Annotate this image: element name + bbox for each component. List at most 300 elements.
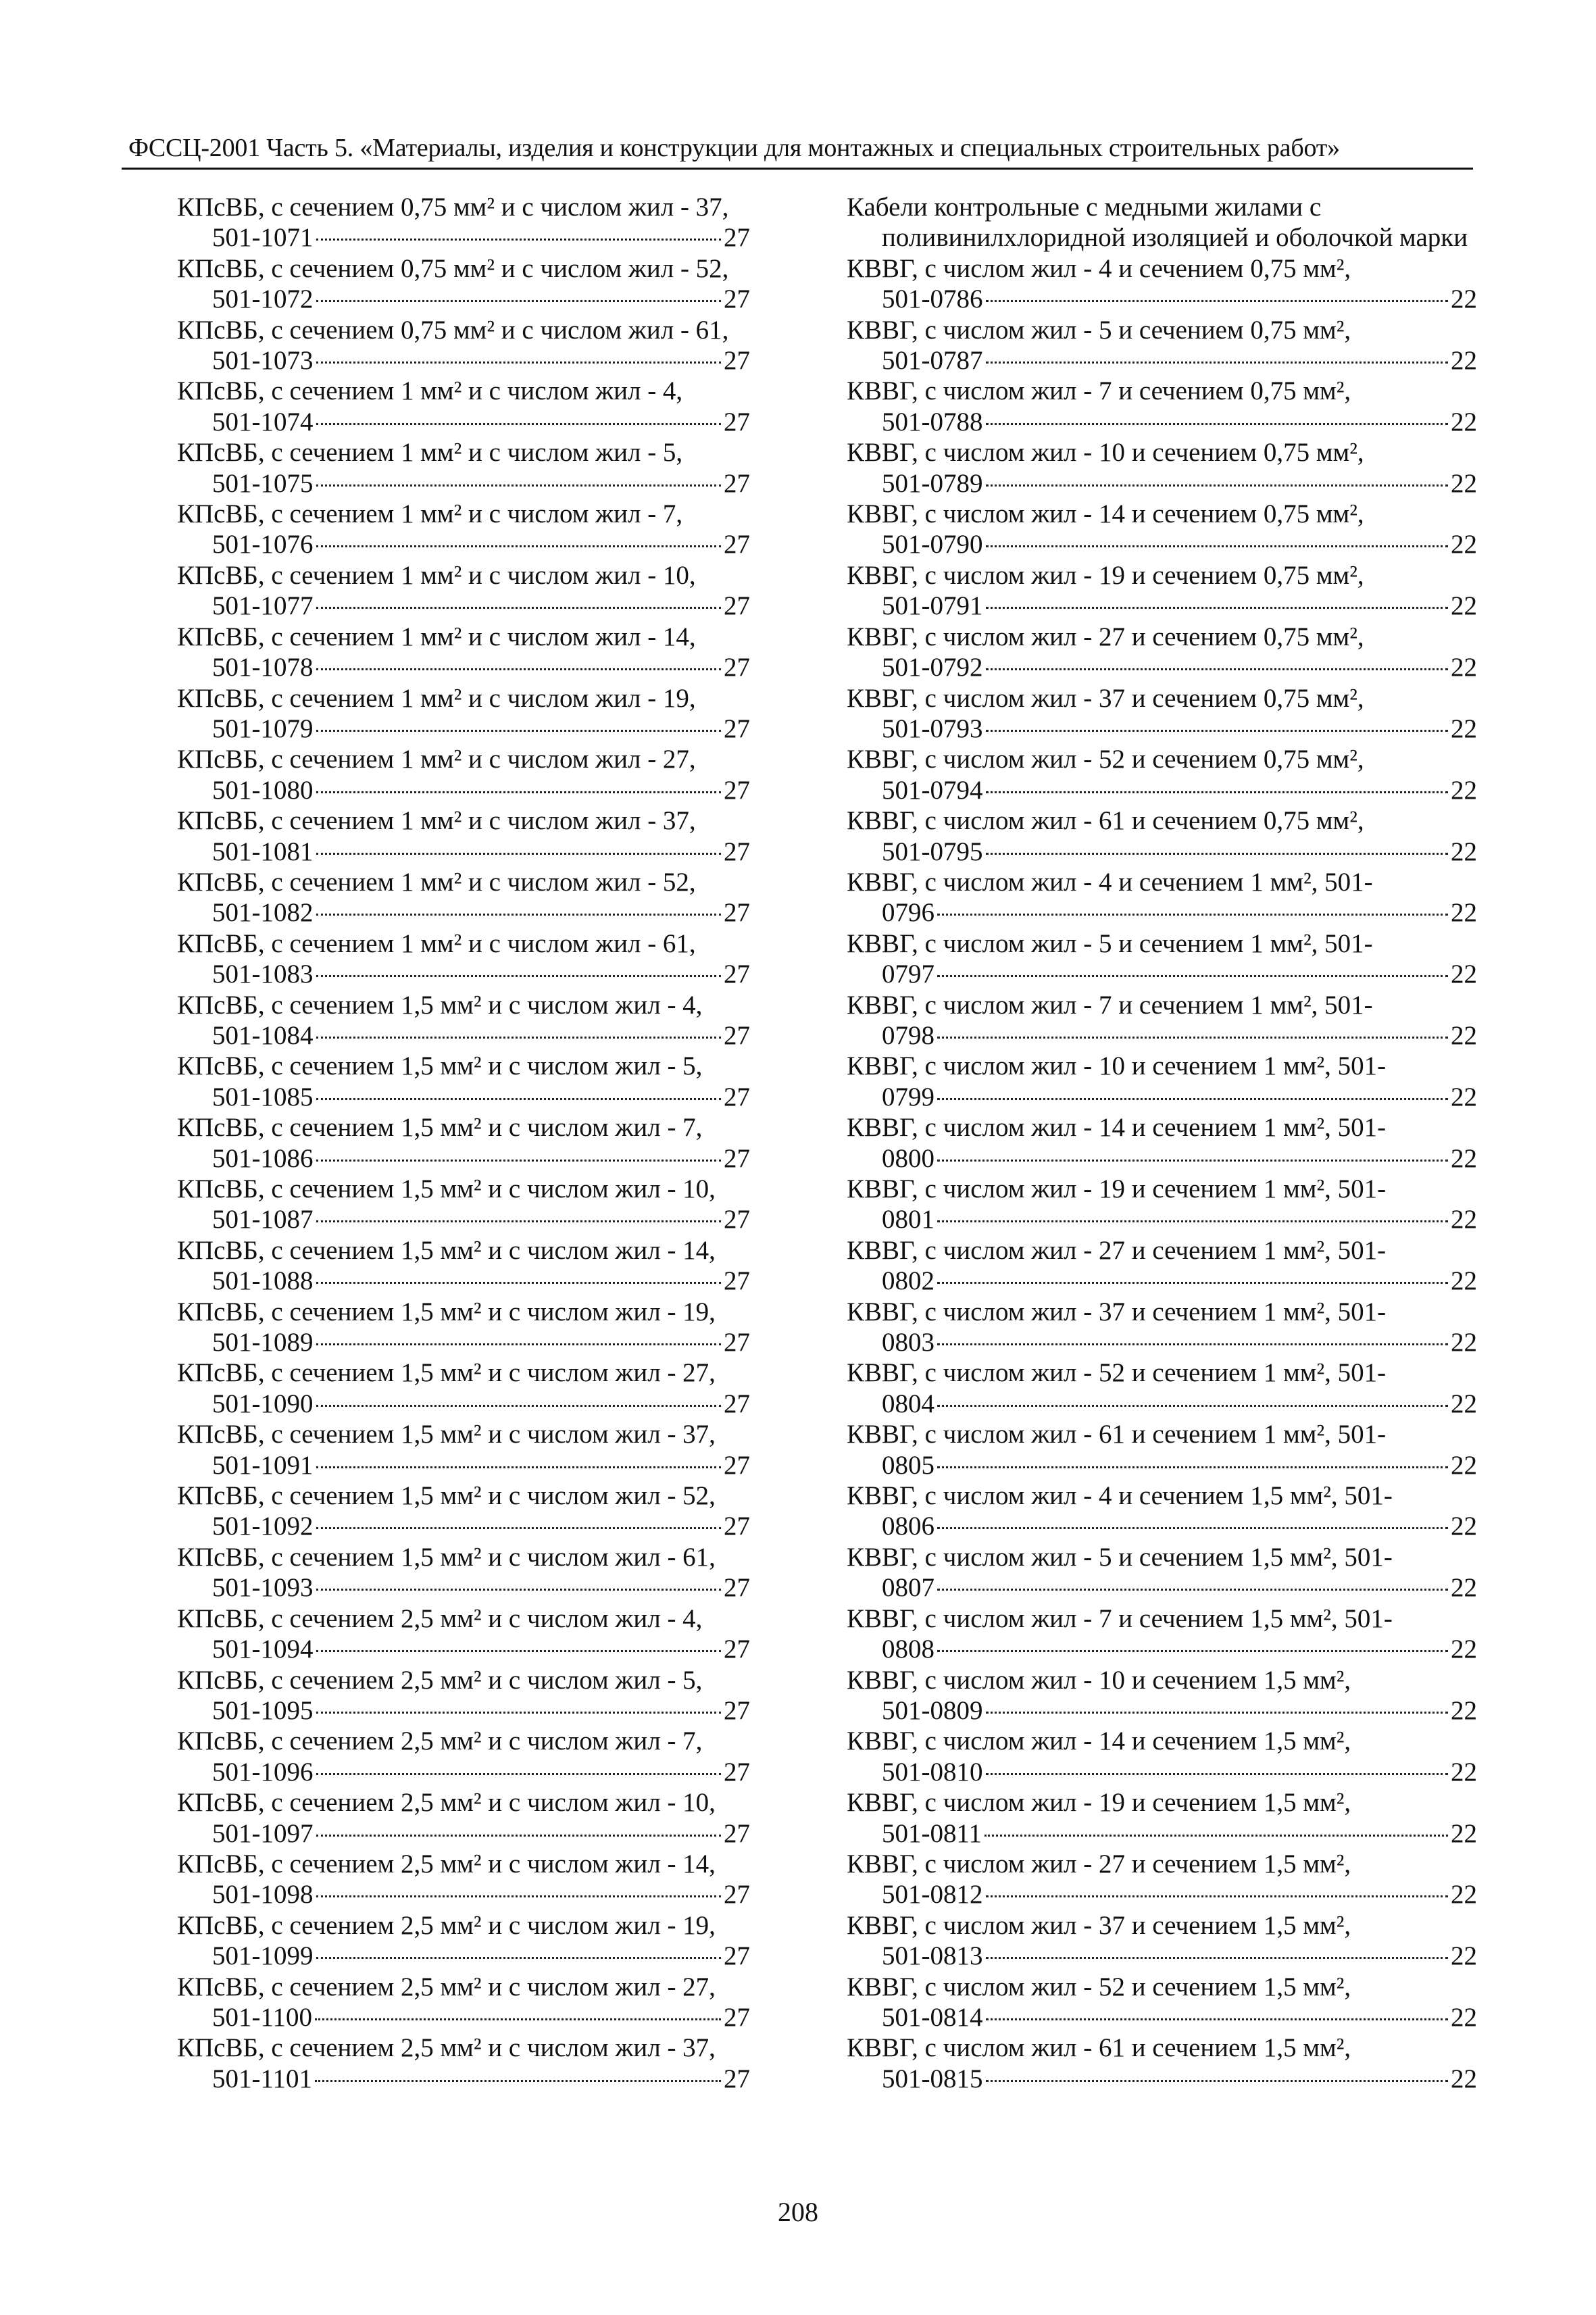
entry-page: 27 (724, 530, 750, 559)
entry-description: КВВГ, с числом жил - 52 и сечением 0,75 мм², (847, 745, 1364, 774)
entry-reference-line (847, 1082, 1477, 1112)
entry-reference-line (847, 468, 1477, 499)
entry-code: 501-0789 (882, 468, 983, 498)
entry-reference-line (177, 1266, 750, 1296)
entry-code: 501-1100 (212, 2002, 313, 2032)
index-entry (847, 1051, 1477, 1112)
entry-page: 27 (724, 837, 750, 866)
index-entry (177, 805, 750, 867)
entry-reference-line (847, 775, 1477, 805)
index-entry (847, 1910, 1477, 1972)
entry-page: 27 (724, 898, 750, 928)
entry-reference-line (177, 1204, 750, 1235)
entry-reference-line (847, 284, 1477, 314)
index-entry (177, 990, 750, 1051)
entry-page: 27 (724, 1450, 750, 1480)
entry-reference-line (847, 1327, 1477, 1358)
page-header: ФССЦ-2001 Часть 5. «Материалы, изделия и конструкции для монтажных и специальных строительных работ» (128, 134, 1340, 162)
dot-leader (316, 1895, 722, 1897)
entry-code: 501-1079 (212, 714, 314, 743)
entry-code: 501-1082 (212, 898, 314, 928)
index-entry (847, 1972, 1477, 2033)
entry-description: КПсВБ, с сечением 1 мм² и с числом жил - 27, (177, 745, 696, 774)
entry-page: 22 (1451, 1941, 1477, 1971)
entry-description: КПсВБ, с сечением 1 мм² и с числом жил - 10, (177, 560, 696, 590)
entry-reference-line (177, 837, 750, 867)
index-entry (177, 253, 750, 315)
dot-leader (316, 607, 722, 609)
entry-code: 501-1095 (212, 1695, 314, 1725)
entry-description: КВВГ, с числом жил - 4 и сечением 0,75 мм², (847, 253, 1351, 283)
dot-leader (937, 1220, 1448, 1222)
index-entry (847, 1665, 1477, 1726)
entry-code: 501-1072 (212, 284, 314, 314)
index-entry (177, 1480, 750, 1542)
entry-reference-line (177, 1572, 750, 1603)
entry-code: 501-1098 (212, 1880, 314, 1910)
entry-page: 22 (1451, 653, 1477, 682)
index-entry (847, 1480, 1477, 1542)
entry-page: 27 (724, 653, 750, 682)
entry-page: 27 (724, 346, 750, 376)
entry-description: КПсВБ, с сечением 1 мм² и с числом жил - 37, (177, 806, 696, 836)
index-entry (847, 1112, 1477, 1174)
entry-code: 0796 (882, 898, 934, 928)
entry-reference-line (177, 714, 750, 744)
entry-description: КВВГ, с числом жил - 61 и сечением 1,5 мм², (847, 2033, 1351, 2063)
entry-page: 27 (724, 714, 750, 743)
entry-description: КВВГ, с числом жил - 19 и сечением 1 мм², 501- (847, 1174, 1387, 1203)
entry-description: КВВГ, с числом жил - 10 и сечением 0,75 мм², (847, 438, 1364, 468)
dot-leader (316, 730, 722, 732)
index-entry (847, 805, 1477, 867)
dot-leader (986, 2080, 1449, 2082)
index-entry (177, 499, 750, 560)
entry-code: 501-1088 (212, 1266, 314, 1296)
entry-code: 501-1077 (212, 591, 314, 621)
dot-leader (986, 545, 1449, 547)
index-entry (847, 1358, 1477, 1419)
entry-page: 22 (1451, 1020, 1477, 1050)
entry-page: 22 (1451, 714, 1477, 743)
entry-page: 22 (1451, 1082, 1477, 1112)
entry-reference-line (847, 1818, 1477, 1849)
entry-reference-line (847, 1941, 1477, 1971)
entry-reference-line (847, 1266, 1477, 1296)
entry-description: КПсВБ, с сечением 2,5 мм² и с числом жил - 14, (177, 1849, 716, 1878)
index-entry (847, 683, 1477, 745)
index-entry (177, 2033, 750, 2094)
entry-code: 501-0815 (882, 2064, 983, 2093)
dot-leader (316, 1282, 722, 1284)
dot-leader (315, 2080, 721, 2082)
entry-description: КВВГ, с числом жил - 61 и сечением 1 мм², 501- (847, 1420, 1387, 1449)
index-entry (177, 1235, 750, 1297)
index-entry (847, 622, 1477, 683)
entry-code: 501-0813 (882, 1941, 983, 1971)
dot-leader (986, 791, 1449, 793)
entry-reference-line (177, 1695, 750, 1726)
entry-page: 22 (1451, 284, 1477, 314)
entry-code: 501-1071 (212, 223, 314, 253)
dot-leader (316, 1957, 722, 1959)
dot-leader (316, 975, 722, 977)
entry-description: КВВГ, с числом жил - 52 и сечением 1,5 мм², (847, 1972, 1351, 2001)
entry-description: КВВГ, с числом жил - 4 и сечением 1,5 мм², 501- (847, 1481, 1393, 1511)
entry-description: КВВГ, с числом жил - 4 и сечением 1 мм², 501- (847, 867, 1373, 897)
entry-description: КВВГ, с числом жил - 61 и сечением 0,75 мм², (847, 806, 1364, 836)
entry-description: КПсВБ, с сечением 0,75 мм² и с числом жил - 52, (177, 253, 729, 283)
index-entry (177, 867, 750, 928)
entry-page: 27 (724, 407, 750, 437)
entry-page: 22 (1451, 1818, 1477, 1848)
entry-code: 501-0793 (882, 714, 983, 743)
page-number: 208 (778, 2197, 818, 2227)
entry-page: 27 (724, 1880, 750, 1910)
dot-leader (937, 1160, 1448, 1162)
entry-reference-line (177, 222, 750, 253)
dot-leader (986, 362, 1449, 364)
index-entry (177, 1419, 750, 1480)
section-heading-line: поливинилхлоридной изоляцией и оболочкой марки (882, 223, 1468, 253)
entry-reference-line (177, 1941, 750, 1971)
dot-leader (986, 853, 1449, 855)
entry-page: 22 (1451, 1695, 1477, 1725)
dot-leader (316, 1160, 722, 1162)
entry-reference-line (847, 1757, 1477, 1787)
index-entry (847, 376, 1477, 437)
entry-reference-line (177, 959, 750, 989)
entry-code: 501-1093 (212, 1573, 314, 1603)
section-heading-line: Кабели контрольные с медными жилами с (847, 193, 1322, 222)
index-entry (177, 1358, 750, 1419)
entry-description: КПсВБ, с сечением 1,5 мм² и с числом жил - 19, (177, 1297, 716, 1326)
entry-code: 501-0811 (882, 1818, 982, 1848)
entry-reference-line (847, 1143, 1477, 1174)
entry-code: 0799 (882, 1082, 934, 1112)
index-entry (847, 1235, 1477, 1297)
index-column-left (177, 192, 750, 2094)
entry-page: 27 (724, 960, 750, 989)
index-entry (177, 1787, 750, 1849)
entry-code: 501-1097 (212, 1818, 314, 1848)
entry-description: КВВГ, с числом жил - 5 и сечением 0,75 мм², (847, 315, 1351, 345)
dot-leader (937, 1589, 1448, 1591)
entry-description: КПсВБ, с сечением 1,5 мм² и с числом жил - 37, (177, 1420, 716, 1449)
entry-reference-line (177, 1757, 750, 1787)
entry-code: 501-0791 (882, 591, 983, 621)
entry-code: 501-1094 (212, 1635, 314, 1664)
entry-page: 22 (1451, 591, 1477, 621)
dot-leader (986, 730, 1449, 732)
entry-page: 22 (1451, 1512, 1477, 1541)
entry-description: КПсВБ, с сечением 1,5 мм² и с числом жил - 52, (177, 1481, 716, 1511)
dot-leader (986, 2018, 1449, 2020)
entry-reference-line (847, 529, 1477, 559)
entry-description: КПсВБ, с сечением 1 мм² и с числом жил - 5, (177, 438, 683, 468)
index-entry (847, 1787, 1477, 1849)
entry-code: 501-0787 (882, 346, 983, 376)
dot-leader (986, 1895, 1449, 1897)
index-entry (847, 867, 1477, 928)
dot-leader (316, 484, 722, 487)
entry-code: 501-1073 (212, 346, 314, 376)
dot-leader (937, 1527, 1448, 1529)
dot-leader (986, 668, 1449, 670)
entry-page: 27 (724, 1818, 750, 1848)
entry-code: 501-1084 (212, 1020, 314, 1050)
entry-description: КВВГ, с числом жил - 27 и сечением 1 мм², 501- (847, 1235, 1387, 1265)
entry-code: 0805 (882, 1450, 934, 1480)
dot-leader (986, 607, 1449, 609)
entry-reference-line (177, 407, 750, 437)
dot-leader (315, 2018, 721, 2020)
entry-code: 0808 (882, 1635, 934, 1664)
entry-page: 27 (724, 1757, 750, 1787)
dot-leader (316, 1527, 722, 1529)
entry-page: 27 (724, 1328, 750, 1358)
entry-code: 501-1086 (212, 1143, 314, 1173)
entry-page: 27 (724, 468, 750, 498)
dot-leader (937, 1650, 1448, 1652)
entry-page: 22 (1451, 346, 1477, 376)
dot-leader (316, 1712, 722, 1714)
entry-reference-line (177, 1327, 750, 1358)
entry-reference-line (847, 1511, 1477, 1541)
entry-reference-line (177, 2064, 750, 2094)
dot-leader (316, 1098, 722, 1100)
dot-leader (316, 668, 722, 670)
entry-page: 22 (1451, 837, 1477, 866)
entry-reference-line (847, 2002, 1477, 2033)
index-entry (847, 1726, 1477, 1787)
entry-code: 501-1096 (212, 1757, 314, 1787)
entry-reference-line (847, 591, 1477, 621)
dot-leader (316, 1466, 722, 1468)
entry-reference-line (177, 652, 750, 682)
entry-description: КПсВБ, с сечением 1 мм² и с числом жил - 4, (177, 376, 683, 406)
index-entry (177, 1603, 750, 1665)
entry-page: 22 (1451, 1389, 1477, 1418)
entry-code: 0802 (882, 1266, 934, 1296)
entry-description: КПсВБ, с сечением 1 мм² и с числом жил - 14, (177, 622, 696, 651)
entry-code: 501-1080 (212, 775, 314, 805)
entry-reference-line (847, 1695, 1477, 1726)
index-entry (847, 1297, 1477, 1358)
entry-description: КПсВБ, с сечением 2,5 мм² и с числом жил - 27, (177, 1972, 716, 2001)
entry-reference-line (177, 2002, 750, 2033)
index-entry (177, 622, 750, 683)
entry-description: КПсВБ, с сечением 2,5 мм² и с числом жил - 19, (177, 1910, 716, 1940)
entry-page: 22 (1451, 407, 1477, 437)
entry-reference-line (847, 1020, 1477, 1051)
entry-code: 501-1083 (212, 960, 314, 989)
entry-code: 501-1075 (212, 468, 314, 498)
dot-leader (316, 423, 722, 425)
entry-page: 27 (724, 2002, 750, 2032)
entry-page: 27 (724, 591, 750, 621)
index-entry (177, 376, 750, 437)
index-column-right (847, 192, 1477, 2094)
entry-description: КВВГ, с числом жил - 7 и сечением 1,5 мм², 501- (847, 1603, 1393, 1633)
entry-page: 22 (1451, 1328, 1477, 1358)
entry-description: КВВГ, с числом жил - 10 и сечением 1 мм², 501- (847, 1051, 1387, 1081)
entry-reference-line (847, 407, 1477, 437)
entry-page: 27 (724, 1635, 750, 1664)
index-entry (847, 990, 1477, 1051)
entry-page: 22 (1451, 1880, 1477, 1910)
header-rule (122, 168, 1473, 170)
entry-description: КВВГ, с числом жил - 27 и сечением 1,5 мм², (847, 1849, 1351, 1878)
entry-page: 27 (724, 223, 750, 253)
entry-code: 501-1078 (212, 653, 314, 682)
index-entry (177, 1910, 750, 1972)
entry-reference-line (847, 1389, 1477, 1419)
index-entry (847, 744, 1477, 805)
entry-reference-line (847, 2064, 1477, 2094)
entry-code: 0807 (882, 1573, 934, 1603)
index-entry (847, 1419, 1477, 1480)
index-entry (177, 560, 750, 622)
entry-description: КПсВБ, с сечением 2,5 мм² и с числом жил - 5, (177, 1665, 703, 1695)
entry-page: 22 (1451, 775, 1477, 805)
entry-description: КПсВБ, с сечением 1 мм² и с числом жил - 52, (177, 867, 696, 897)
dot-leader (316, 362, 722, 364)
index-entry (177, 683, 750, 745)
entry-reference-line (847, 1572, 1477, 1603)
entry-code: 501-1092 (212, 1512, 314, 1541)
entry-description: КВВГ, с числом жил - 19 и сечением 1,5 мм², (847, 1788, 1351, 1818)
entry-page: 27 (724, 284, 750, 314)
entry-code: 0797 (882, 960, 934, 989)
entry-code: 501-0809 (882, 1695, 983, 1725)
index-entry (847, 253, 1477, 315)
entry-reference-line (177, 1143, 750, 1174)
entry-reference-line (177, 1818, 750, 1849)
entry-page: 27 (724, 1266, 750, 1296)
entry-reference-line (177, 1879, 750, 1910)
entry-code: 0800 (882, 1143, 934, 1173)
entry-reference-line (847, 897, 1477, 928)
entry-reference-line (177, 1082, 750, 1112)
entry-code: 0806 (882, 1512, 934, 1541)
entry-code: 501-1076 (212, 530, 314, 559)
dot-leader (937, 1282, 1448, 1284)
entry-page: 22 (1451, 1757, 1477, 1787)
entry-reference-line (177, 1511, 750, 1541)
dot-leader (316, 1773, 722, 1775)
entry-description: КВВГ, с числом жил - 14 и сечением 0,75 мм², (847, 499, 1364, 529)
entry-description: КПсВБ, с сечением 1 мм² и с числом жил - 61, (177, 928, 696, 958)
entry-description: КВВГ, с числом жил - 19 и сечением 0,75 мм², (847, 560, 1364, 590)
entry-code: 501-0788 (882, 407, 983, 437)
entry-page: 27 (724, 1143, 750, 1173)
entry-page: 22 (1451, 1143, 1477, 1173)
entry-code: 501-1074 (212, 407, 314, 437)
dot-leader (316, 791, 722, 793)
entry-description: КПсВБ, с сечением 2,5 мм² и с числом жил - 4, (177, 1603, 703, 1633)
dot-leader (316, 300, 722, 302)
entry-code: 501-1085 (212, 1082, 314, 1112)
index-entry (847, 2033, 1477, 2094)
entry-reference-line (847, 345, 1477, 376)
entry-code: 501-0792 (882, 653, 983, 682)
entry-reference-line (847, 837, 1477, 867)
entry-code: 501-1101 (212, 2064, 313, 2093)
dot-leader (986, 1773, 1449, 1775)
index-entry (847, 1174, 1477, 1235)
entry-reference-line (847, 652, 1477, 682)
dot-leader (316, 853, 722, 855)
dot-leader (986, 484, 1449, 487)
index-entry (847, 1849, 1477, 1910)
dot-leader (937, 1343, 1448, 1345)
entry-description: КПсВБ, с сечением 0,75 мм² и с числом жил - 37, (177, 193, 729, 222)
index-entry (847, 1603, 1477, 1665)
entry-code: 501-0790 (882, 530, 983, 559)
dot-leader (986, 1957, 1449, 1959)
entry-page: 22 (1451, 2002, 1477, 2032)
entry-code: 501-1091 (212, 1450, 314, 1480)
entry-page: 27 (724, 1205, 750, 1235)
index-entry (847, 437, 1477, 499)
index-entry (177, 744, 750, 805)
entry-description: КПсВБ, с сечением 1,5 мм² и с числом жил - 10, (177, 1174, 716, 1203)
entry-code: 501-1099 (212, 1941, 314, 1971)
entry-description: КПсВБ, с сечением 1,5 мм² и с числом жил - 5, (177, 1051, 703, 1081)
entry-description: КВВГ, с числом жил - 7 и сечением 1 мм², 501- (847, 990, 1373, 1020)
entry-description: КПсВБ, с сечением 2,5 мм² и с числом жил - 37, (177, 2033, 716, 2063)
entry-reference-line (177, 284, 750, 314)
entry-description: КВВГ, с числом жил - 52 и сечением 1 мм², 501- (847, 1358, 1387, 1388)
dot-leader (316, 1037, 722, 1039)
entry-page: 22 (1451, 1266, 1477, 1296)
dot-leader (316, 1405, 722, 1407)
dot-leader (937, 1466, 1448, 1468)
entry-page: 27 (724, 775, 750, 805)
entry-reference-line (177, 468, 750, 499)
index-entry (177, 1849, 750, 1910)
entry-code: 0804 (882, 1389, 934, 1418)
entry-page: 27 (724, 1389, 750, 1418)
entry-code: 501-0814 (882, 2002, 983, 2032)
entry-code: 501-0810 (882, 1757, 983, 1787)
index-entry (177, 1297, 750, 1358)
entry-page: 22 (1451, 960, 1477, 989)
entry-page: 22 (1451, 1205, 1477, 1235)
entry-reference-line (847, 1634, 1477, 1664)
index-entry (177, 437, 750, 499)
entry-code: 0803 (882, 1328, 934, 1358)
entry-reference-line (177, 591, 750, 621)
dot-leader (316, 1343, 722, 1345)
entry-description: КВВГ, с числом жил - 7 и сечением 0,75 мм², (847, 376, 1351, 406)
dot-leader (316, 239, 722, 241)
index-entry (177, 1112, 750, 1174)
dot-leader (316, 1835, 722, 1837)
index-entry (177, 192, 750, 253)
entry-page: 27 (724, 1941, 750, 1971)
entry-description: КВВГ, с числом жил - 14 и сечением 1 мм², 501- (847, 1113, 1387, 1143)
entry-description: КПсВБ, с сечением 1 мм² и с числом жил - 19, (177, 683, 696, 713)
entry-description: КПсВБ, с сечением 2,5 мм² и с числом жил - 10, (177, 1788, 716, 1818)
entry-code: 501-0786 (882, 284, 983, 314)
dot-leader (984, 1835, 1448, 1837)
entry-reference-line (177, 1389, 750, 1419)
entry-code: 501-1089 (212, 1328, 314, 1358)
entry-reference-line (177, 897, 750, 928)
entry-reference-line (177, 775, 750, 805)
